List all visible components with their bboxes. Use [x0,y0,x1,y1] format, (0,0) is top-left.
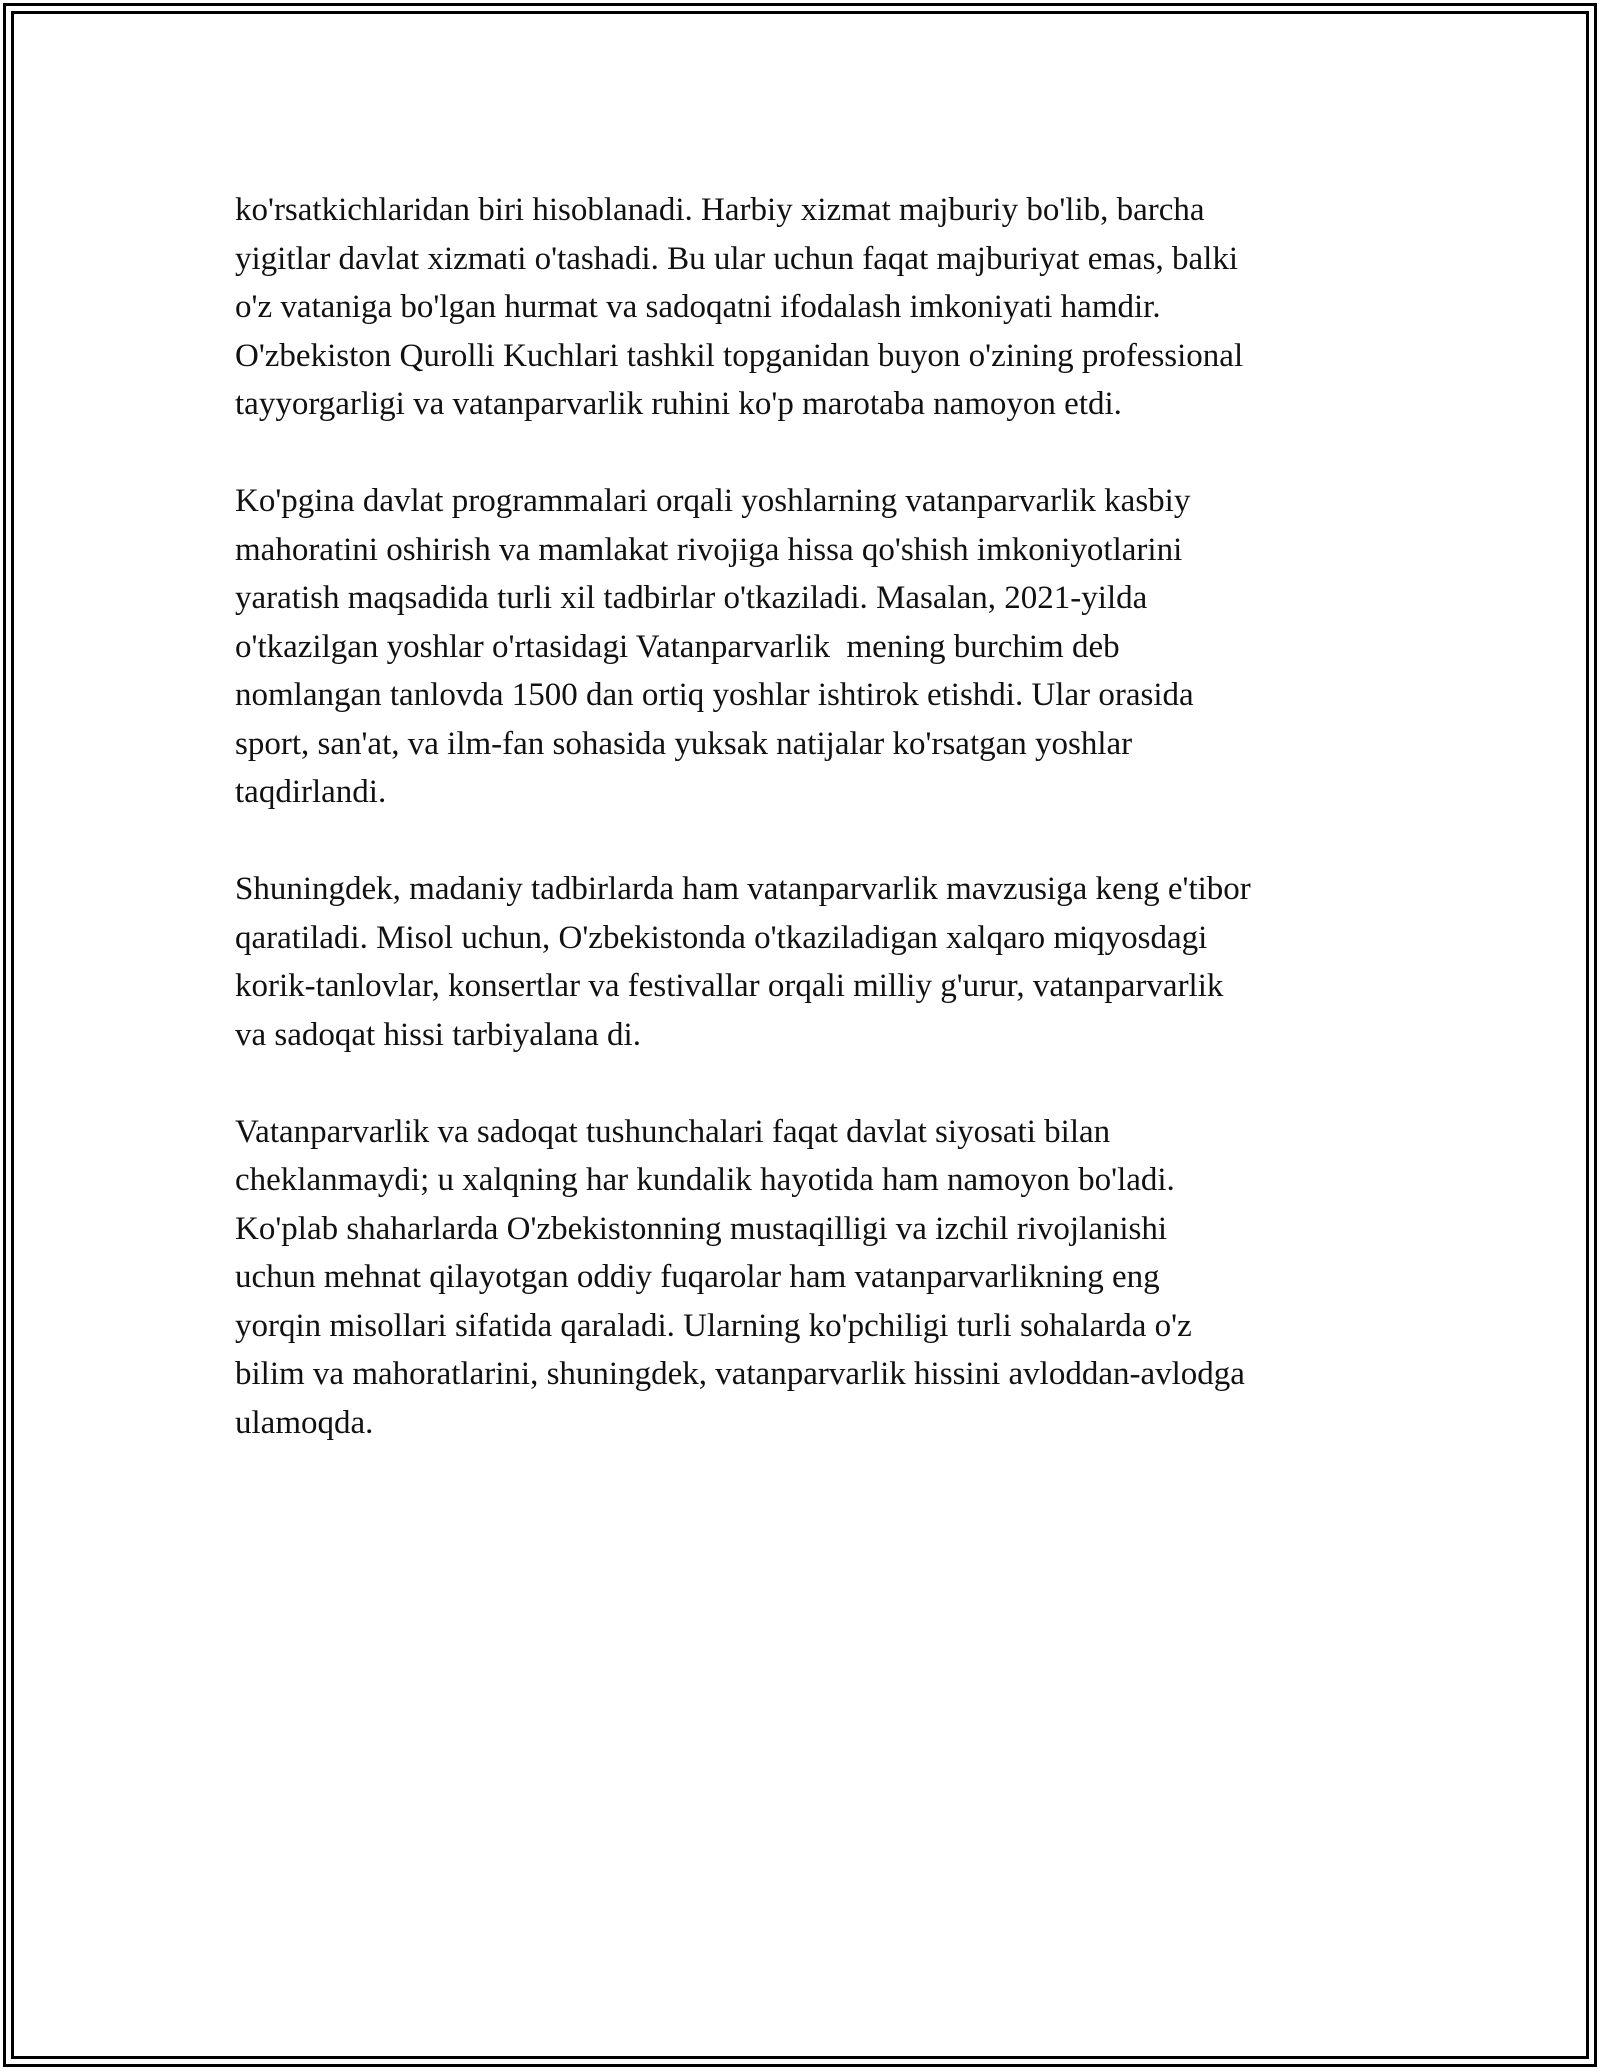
text-line: mahoratini oshirish va mamlakat rivojiga hissa qo'shish imkoniyotlarini [235,531,1183,568]
text-line: Vatanparvarlik va sadoqat tushunchalari faqat davlat siyosati bilan [235,1113,1111,1150]
text-line: o'z vataniga bo'lgan hurmat va sadoqatni ifodalash imkoniyati hamdir. [235,289,1161,325]
text-line: Ko'pgina davlat programmalari orqali yoshlarning vatanparvarlik kasbiy [235,483,1191,519]
text-line: o'tkazilgan yoshlar o'rtasidagi Vatanparvarlik mening burchim deb [235,628,1120,665]
text-line: yorqin misollari sifatida qaraladi. Ularning ko'pchiligi turli sohalarda o'z [235,1307,1192,1344]
text-line: bilim va mahoratlarini, shuningdek, vatanparvarlik hissini avloddan-avlodga [235,1356,1245,1392]
text-line: cheklanmaydi; u xalqning har kundalik hayotida ham namoyon bo'ladi. [235,1162,1175,1198]
text-line: nomlangan tanlovda 1500 dan ortiq yoshlar ishtirok etishdi. Ular orasida [235,677,1194,713]
text-line: sport, san'at, va ilm-fan sohasida yuksak natijalar ko'rsatgan yoshlar [235,725,1133,762]
paragraph-2 [235,477,1365,817]
paragraph-4 [235,1108,1365,1448]
text-line: ko'rsatkichlaridan biri hisoblanadi. Harbiy xizmat majburiy bo'lib, barcha [235,192,1205,228]
paragraph-3 [235,865,1365,1059]
paragraph-1 [235,186,1365,429]
text-line: va sadoqat hissi tarbiyalana di. [235,1016,641,1053]
text-line: Ko'plab shaharlarda O'zbekistonning mustaqilligi va izchil rivojlanishi [235,1210,1168,1247]
text-line: O'zbekiston Qurolli Kuchlari tashkil topganidan buyon o'zining professional [235,337,1244,374]
text-line: yigitlar davlat xizmati o'tashadi. Bu ular uchun faqat majburiyat emas, balki [235,240,1238,277]
text-line: ulamoqda. [235,1404,374,1441]
text-line: yaratish maqsadida turli xil tadbirlar o'tkaziladi. Masalan, 2021-yilda [235,580,1148,616]
text-line: qaratiladi. Misol uchun, O'zbekistonda o'tkaziladigan xalqaro miqyosdagi [235,919,1208,956]
document-body [235,186,1365,1496]
text-line: Shuningdek, madaniy tadbirlarda ham vatanparvarlik mavzusiga keng e'tibor [235,871,1251,907]
text-line: uchun mehnat qilayotgan oddiy fuqarolar ham vatanparvarlikning eng [235,1259,1160,1295]
text-line: korik-tanlovlar, konsertlar va festivallar orqali milliy g'urur, vatanparvarlik [235,968,1224,1004]
text-line: tayyorgarligi va vatanparvarlik ruhini ko'p marotaba namoyon etdi. [235,386,1122,422]
text-line: taqdirlandi. [235,774,387,810]
